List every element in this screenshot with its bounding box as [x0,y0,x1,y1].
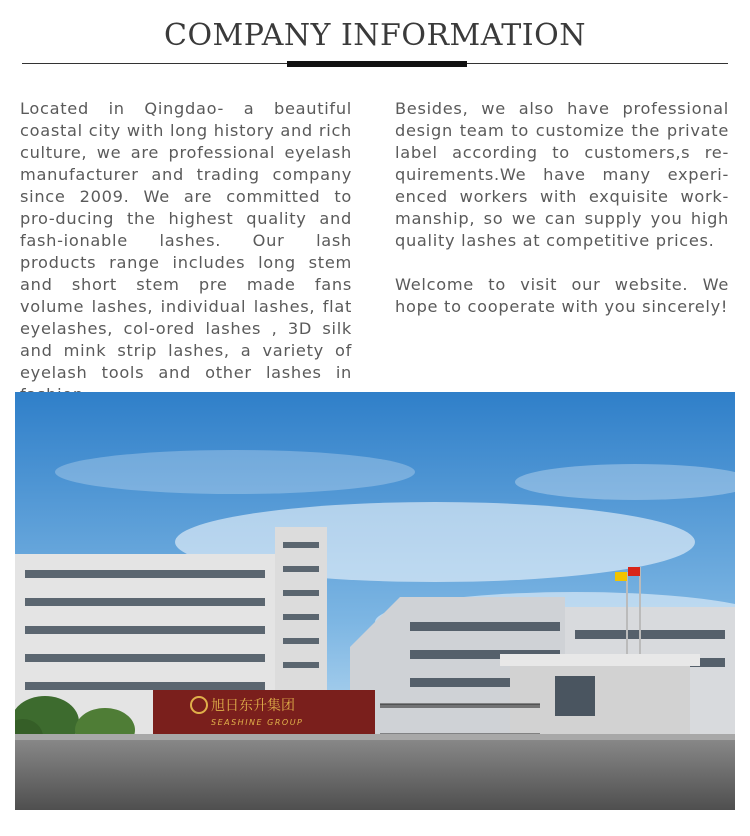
intro-right-paragraph-2: Welcome to visit our website. We hope to cooperate with you sincerely! [395,275,729,316]
intro-right-column [395,98,729,340]
intro-right-paragraph-1: Besides, we also have professional design team to customize the private label according to customers,s re-quirements.We have many experi-enced workers with exquisite work-manship, so we can supply you high quality lashes at competitive prices. [395,99,729,250]
title-divider-accent [287,61,467,67]
sign-english-text: SEASHINE GROUP [211,718,304,727]
sign-chinese-text: 旭日东升集团 [211,698,295,714]
factory-photo [15,392,735,810]
intro-left-paragraph: Located in Qingdao- a beautiful coastal city with long history and rich culture, we are professional eyelash manufacturer and trading company since 2009. We are committed to pro-ducing the highest quality and fash-ionable lashes. Our lash products range includes long stem and short stem pre made fans volume lashes, individual lashes, flat eyelashes, col-ored lashes , 3D silk and mink strip lashes, a variety of eyelash tools and other lashes in [20,99,352,382]
intro-left-column [20,98,352,428]
section-title: COMPANY INFORMATION [164,18,586,53]
